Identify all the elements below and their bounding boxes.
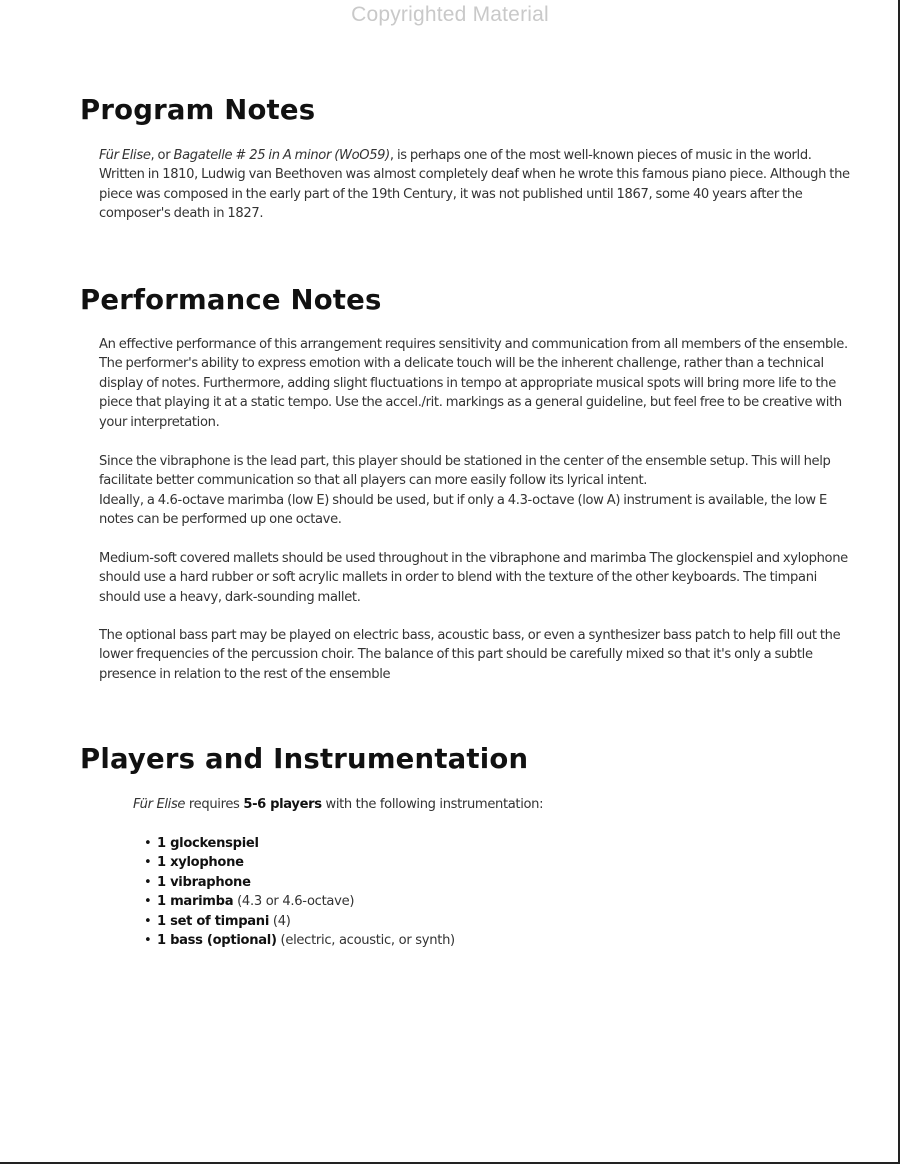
performance-notes-heading: Performance Notes [80, 284, 382, 316]
instrument-name: 1 vibraphone [157, 874, 251, 890]
work-title-italic: Bagatelle # 25 in A minor (WoO59) [173, 148, 390, 163]
intro-mid: requires [185, 797, 244, 812]
performance-notes-paragraph-1: An effective performance of this arrangement requires sensitivity and communication from all members of the ensemble. The performer's ability to express emotion with a delicate touch will be the inherent challenge, rather than a technical display of notes. Furthermore, adding slight fluctuations in tempo at appropriate musical spots will bring more life to the piece that playing it at a static tempo. Use the accel./rit. markings as a general guideline, but feel free to be creative with your interpretation. [99, 337, 848, 430]
list-item [144, 834, 455, 853]
instrument-name: 1 glockenspiel [157, 836, 259, 851]
bullet-icon: • [144, 855, 152, 871]
list-item [144, 892, 455, 911]
program-notes-heading: Program Notes [80, 94, 316, 126]
intro-title-italic: Für Elise [133, 797, 186, 812]
copyright-watermark: Copyrighted Material [351, 3, 549, 26]
instrument-name: 1 set of timpani [157, 913, 270, 929]
instrument-note: (4.3 or 4.6-octave) [233, 894, 355, 910]
performance-notes-paragraph-2: Since the vibraphone is the lead part, this player should be stationed in the center of the ensemble setup. This will help facilitate better communication so that all players can more easily follow its lyrical intent. [99, 454, 831, 489]
intro-end: with the following instrumentation: [321, 797, 544, 812]
program-notes-text-b: , is perhaps one of the most well-known pieces of music in the world. Written in 1810, Ludwig van Beethoven was almost completely deaf when he wrote this famous piano piece. Although the piece was composed in the early part of the 19th Century, it was not published until 1867, some 40 years after the composer's death in 1827. [99, 148, 850, 222]
instrument-note: (electric, acoustic, or synth) [276, 933, 455, 949]
instrument-name: 1 xylophone [157, 855, 244, 871]
list-item [144, 873, 455, 892]
instrument-note: (4) [269, 913, 291, 929]
program-notes-paragraph [99, 146, 851, 224]
title-italic: Für Elise [99, 148, 151, 163]
instrument-list [144, 834, 455, 950]
bullet-icon: • [144, 913, 152, 929]
performance-notes-paragraph-4: Medium-soft covered mallets should be used throughout in the vibraphone and marimba The glockenspiel and xylophone should use a hard rubber or soft acrylic mallets in order to blend with the texture of the other keyboards. The timpani should use a heavy, dark-sounding mallet. [99, 551, 848, 605]
performance-notes-paragraph-3: Ideally, a 4.6-octave marimba (low E) should be used, but if only a 4.3-octave (low A) instrument is available, the low E notes can be performed up one octave. [99, 493, 827, 528]
instrument-name: 1 marimba [157, 894, 234, 910]
players-intro [133, 795, 543, 814]
list-item [144, 912, 455, 931]
bullet-icon: • [144, 836, 152, 851]
list-item [144, 931, 455, 950]
bullet-icon: • [144, 933, 152, 949]
program-notes-text-a: , or [150, 148, 174, 163]
list-item [144, 853, 455, 872]
bullet-icon: • [144, 894, 152, 910]
performance-notes-paragraph-5: The optional bass part may be played on electric bass, acoustic bass, or even a synthesizer bass patch to help fill out the lower frequencies of the percussion choir. The balance of this part should be carefully mixed so that it's only a subtle presence in relation to the rest of the ensemble [99, 628, 841, 682]
players-heading: Players and Instrumentation [80, 743, 529, 775]
bullet-icon: • [144, 874, 152, 890]
instrument-name: 1 bass (optional) [157, 933, 277, 949]
intro-player-count: 5-6 players [243, 797, 322, 812]
